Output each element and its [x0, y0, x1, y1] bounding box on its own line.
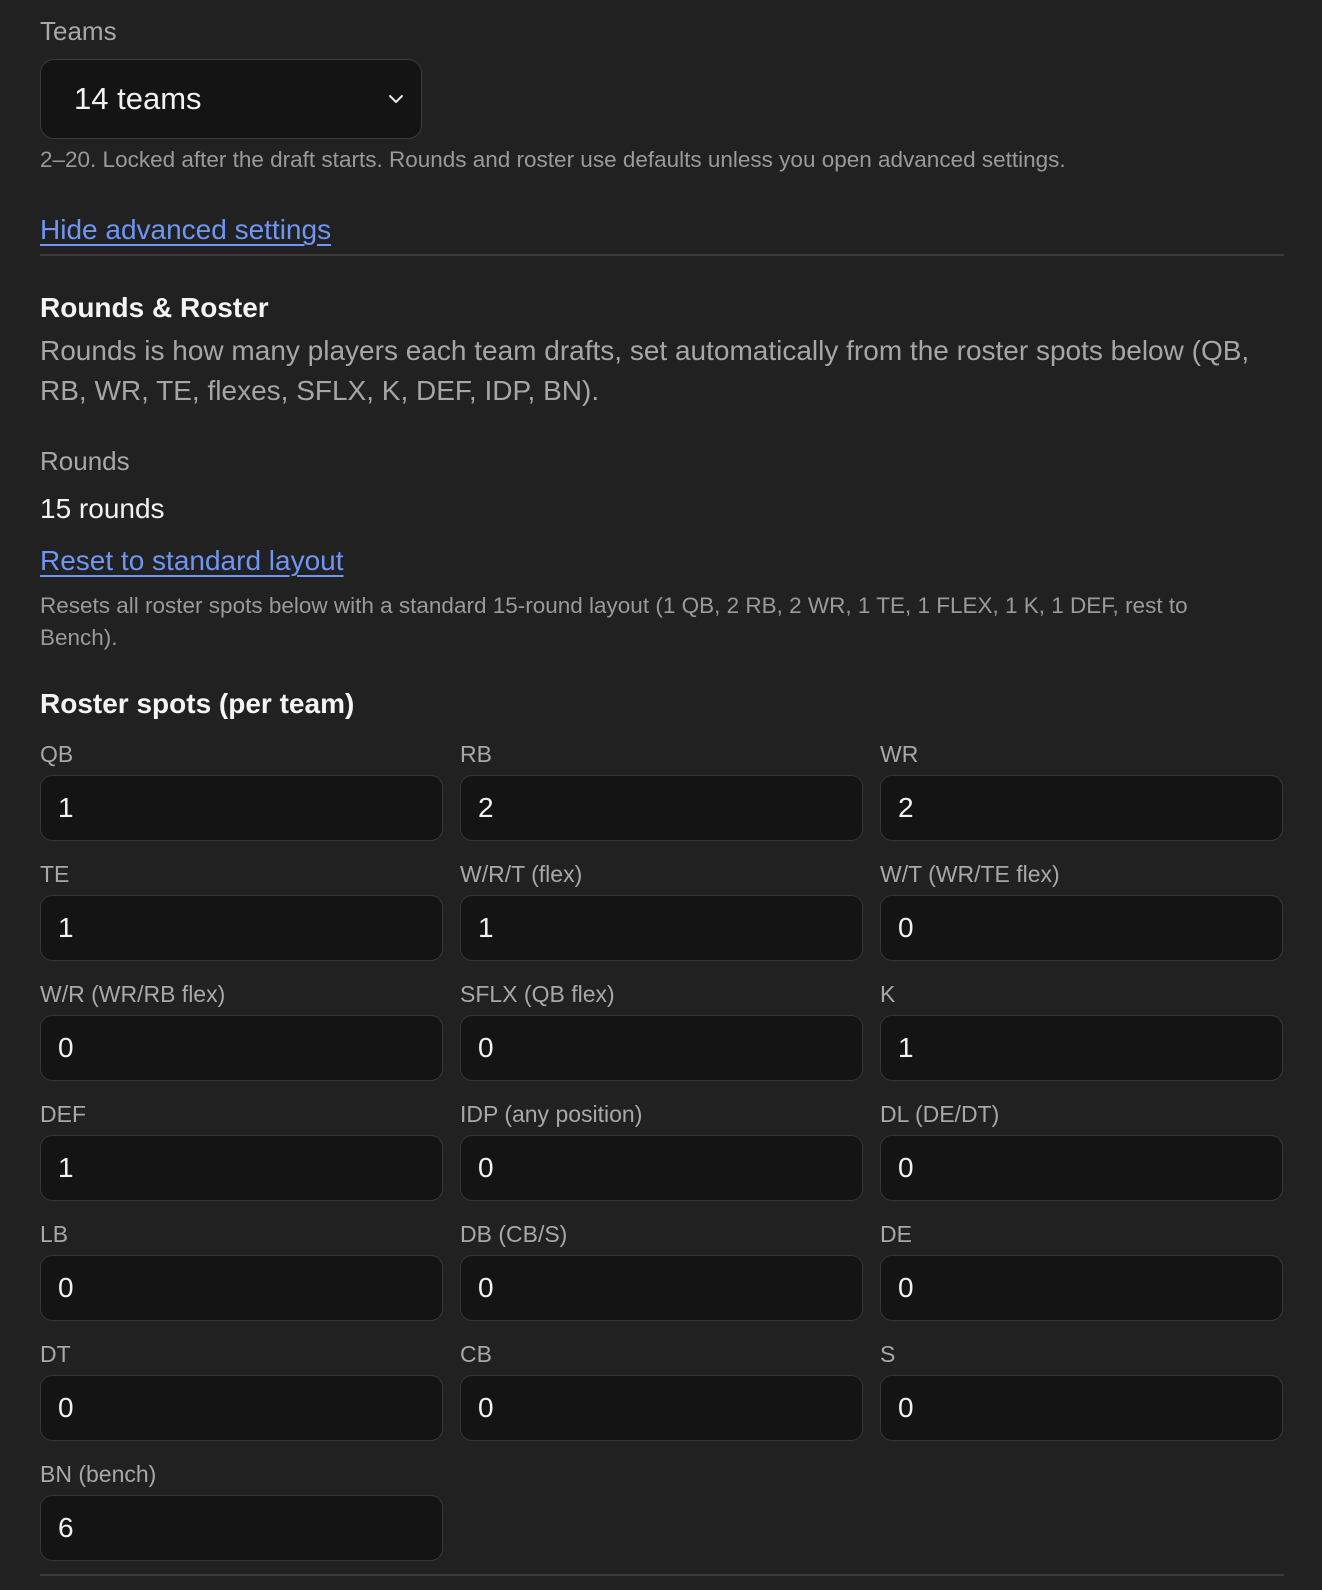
qb-input[interactable]	[40, 775, 443, 841]
section-divider	[40, 254, 1284, 256]
def-input[interactable]	[40, 1135, 443, 1201]
dt-input[interactable]	[40, 1375, 443, 1441]
roster-spot-db	[460, 1220, 863, 1340]
roster-spot-cb	[460, 1340, 863, 1460]
roster-spot-label: S	[880, 1341, 896, 1367]
roster-spot-label: DE	[880, 1221, 912, 1247]
roster-spot-qb	[40, 740, 443, 860]
k-input[interactable]	[880, 1015, 1283, 1081]
wr-flex-input[interactable]	[40, 1015, 443, 1081]
roster-spots-heading: Roster spots (per team)	[40, 688, 355, 719]
lb-input[interactable]	[40, 1255, 443, 1321]
wr-input[interactable]	[880, 775, 1283, 841]
cb-input[interactable]	[460, 1375, 863, 1441]
roster-spot-lb	[40, 1220, 443, 1340]
sflx-input[interactable]	[460, 1015, 863, 1081]
roster-spot-label: W/R/T (flex)	[460, 861, 583, 887]
roster-spot-label: CB	[460, 1341, 492, 1367]
db-input[interactable]	[460, 1255, 863, 1321]
roster-spot-label: DB (CB/S)	[460, 1221, 568, 1247]
roster-spot-label: LB	[40, 1221, 69, 1247]
roster-spot-wt-flex	[880, 860, 1283, 980]
rb-input[interactable]	[460, 775, 863, 841]
teams-label: Teams	[40, 16, 117, 46]
roster-spot-wrt-flex	[460, 860, 863, 980]
te-input[interactable]	[40, 895, 443, 961]
teams-hint: 2–20. Locked after the draft starts. Rounds and roster use defaults unless you open advanced settings.	[40, 147, 1066, 172]
hide-advanced-settings-link[interactable]: Hide advanced settings	[40, 214, 332, 245]
roster-spot-label: QB	[40, 741, 74, 767]
roster-spot-def	[40, 1100, 443, 1220]
roster-spot-k	[880, 980, 1283, 1100]
roster-spot-label: RB	[460, 741, 492, 767]
roster-spot-label: W/T (WR/TE flex)	[880, 861, 1060, 887]
rounds-value: 15 rounds	[40, 493, 165, 524]
roster-spot-idp	[460, 1100, 863, 1220]
roster-spot-bn	[40, 1460, 443, 1580]
roster-spots-grid	[40, 740, 1284, 1580]
roster-spot-sflx	[460, 980, 863, 1100]
roster-spot-label: IDP (any position)	[460, 1101, 643, 1127]
roster-spot-de	[880, 1220, 1283, 1340]
reset-standard-layout-link[interactable]: Reset to standard layout	[40, 545, 344, 576]
roster-spot-s	[880, 1340, 1283, 1460]
wrt-flex-input[interactable]	[460, 895, 863, 961]
roster-spot-label: K	[880, 981, 896, 1007]
roster-spot-label: DL (DE/DT)	[880, 1101, 1000, 1127]
s-input[interactable]	[880, 1375, 1283, 1441]
roster-spot-te	[40, 860, 443, 980]
chevron-down-icon	[387, 90, 405, 108]
roster-spot-label: DEF	[40, 1101, 86, 1127]
rounds-roster-heading: Rounds & Roster	[40, 292, 269, 323]
reset-hint: Resets all roster spots below with a standard 15-round layout (1 QB, 2 RB, 2 WR, 1 TE, 1 FLEX, 1 K, 1 DEF, rest to Bench).	[40, 593, 1188, 650]
roster-spot-dt	[40, 1340, 443, 1460]
roster-spot-wr	[880, 740, 1283, 860]
idp-input[interactable]	[460, 1135, 863, 1201]
roster-spot-label: DT	[40, 1341, 71, 1367]
roster-spot-label: BN (bench)	[40, 1461, 157, 1487]
bn-input[interactable]	[40, 1495, 443, 1561]
dl-input[interactable]	[880, 1135, 1283, 1201]
roster-spot-label: WR	[880, 741, 919, 767]
section-divider	[40, 1574, 1284, 1576]
de-input[interactable]	[880, 1255, 1283, 1321]
wt-flex-input[interactable]	[880, 895, 1283, 961]
roster-spot-wr-flex	[40, 980, 443, 1100]
rounds-label: Rounds	[40, 446, 130, 476]
rounds-roster-description: Rounds is how many players each team drafts, set automatically from the roster spots below (QB, RB, WR, TE, flexes, SFLX, K, DEF, IDP, BN).	[40, 335, 1250, 406]
roster-spot-dl	[880, 1100, 1283, 1220]
roster-spot-label: W/R (WR/RB flex)	[40, 981, 226, 1007]
roster-spot-label: SFLX (QB flex)	[460, 981, 615, 1007]
teams-select-value: 14 teams	[74, 81, 202, 116]
roster-spot-rb	[460, 740, 863, 860]
roster-spot-label: TE	[40, 861, 70, 887]
teams-select[interactable]	[40, 59, 422, 139]
